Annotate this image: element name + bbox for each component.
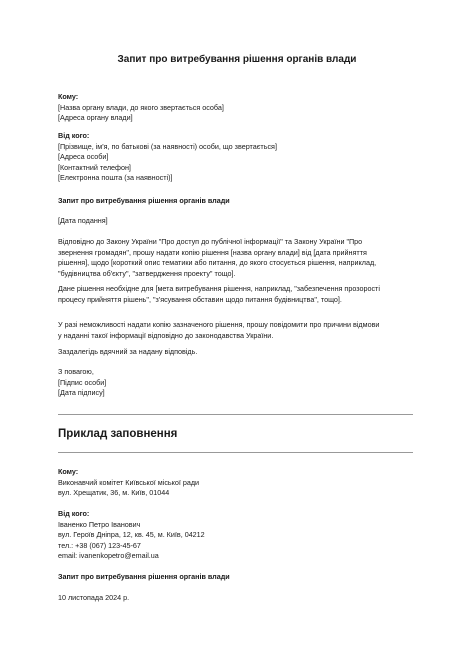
example-sender-label: Від кого: <box>58 509 90 518</box>
paragraph-line: рішення], щодо [короткий опис тематики або питання, до якого стосується рішення, наприклад, <box>58 258 377 268</box>
paragraph-line: "будівництва об'єкту", "затвердження проекту" тощо]. <box>58 268 236 278</box>
closing-regards: З повагою, <box>58 367 94 376</box>
paragraph-line: процесу прийняття рішень", "з'ясування обставин щодо питання будівництва", тощо]. <box>58 294 342 304</box>
example-recipient-address: вул. Хрещатик, 36, м. Київ, 01044 <box>58 488 170 498</box>
recipient-label: Кому: <box>58 92 79 101</box>
example-subject-line: Запит про витребування рішення органів влади <box>58 572 230 581</box>
sender-email: [Електронна пошта (за наявності)] <box>58 173 173 183</box>
submission-date: [Дата подання] <box>58 216 108 225</box>
paragraph-thanks: Заздалегідь вдячний за надану відповідь. <box>58 347 198 356</box>
sender-phone: [Контактний телефон] <box>58 162 131 172</box>
sender-label: Від кого: <box>58 131 90 140</box>
sender-name: [Прізвище, ім'я, по батькові (за наявності) особи, що звертається] <box>58 141 277 151</box>
divider <box>58 452 413 453</box>
paragraph-line: у наданні такої інформації відповідно до законодавства України. <box>58 330 274 340</box>
example-recipient-block <box>58 467 418 499</box>
example-recipient-name: Виконавчий комітет Київської міської ради <box>58 477 200 487</box>
example-recipient-label: Кому: <box>58 467 79 476</box>
sender-address: [Адреса особи] <box>58 152 109 162</box>
recipient-address: [Адреса органу влади] <box>58 113 133 123</box>
closing-signature: [Підпис особи] <box>58 377 107 387</box>
document-title: Запит про витребування рішення органів влади <box>117 54 357 65</box>
example-date: 10 листопада 2024 р. <box>58 593 130 602</box>
paragraph-line: Відповідно до Закону України "Про доступ до публічної інформації" та Закону України "Про <box>58 237 363 246</box>
paragraph-request <box>58 237 418 279</box>
paragraph-line: У разі неможливості надати копію зазначеного рішення, прошу повідомити про причини відмови <box>58 320 380 329</box>
paragraph-purpose <box>58 284 418 305</box>
example-sender-phone: тел.: +38 (067) 123-45-67 <box>58 540 141 550</box>
closing-block <box>58 367 418 399</box>
example-heading: Приклад заповнення <box>58 428 178 440</box>
recipient-name: [Назва органу влади, до якого звертається особа] <box>58 102 224 112</box>
divider <box>58 414 413 415</box>
example-sender-address: вул. Героїв Дніпра, 12, кв. 45, м. Київ, 04212 <box>58 530 205 540</box>
recipient-block <box>58 92 418 124</box>
example-sender-name: Іваненко Петро Іванович <box>58 519 141 529</box>
subject-line: Запит про витребування рішення органів влади <box>58 196 230 205</box>
paragraph-refusal <box>58 320 418 341</box>
example-sender-block <box>58 509 418 562</box>
example-sender-email: email: ivanenkopetro@email.ua <box>58 551 159 561</box>
paragraph-line: Дане рішення необхідне для [мета витребування рішення, наприклад, "забезпечення прозорості <box>58 284 380 293</box>
sender-block <box>58 131 418 184</box>
paragraph-line: звернення громадян", прошу надати копію рішення [назва органу влади] від [дата прийняття <box>58 247 367 257</box>
closing-date: [Дата підпису] <box>58 388 105 398</box>
